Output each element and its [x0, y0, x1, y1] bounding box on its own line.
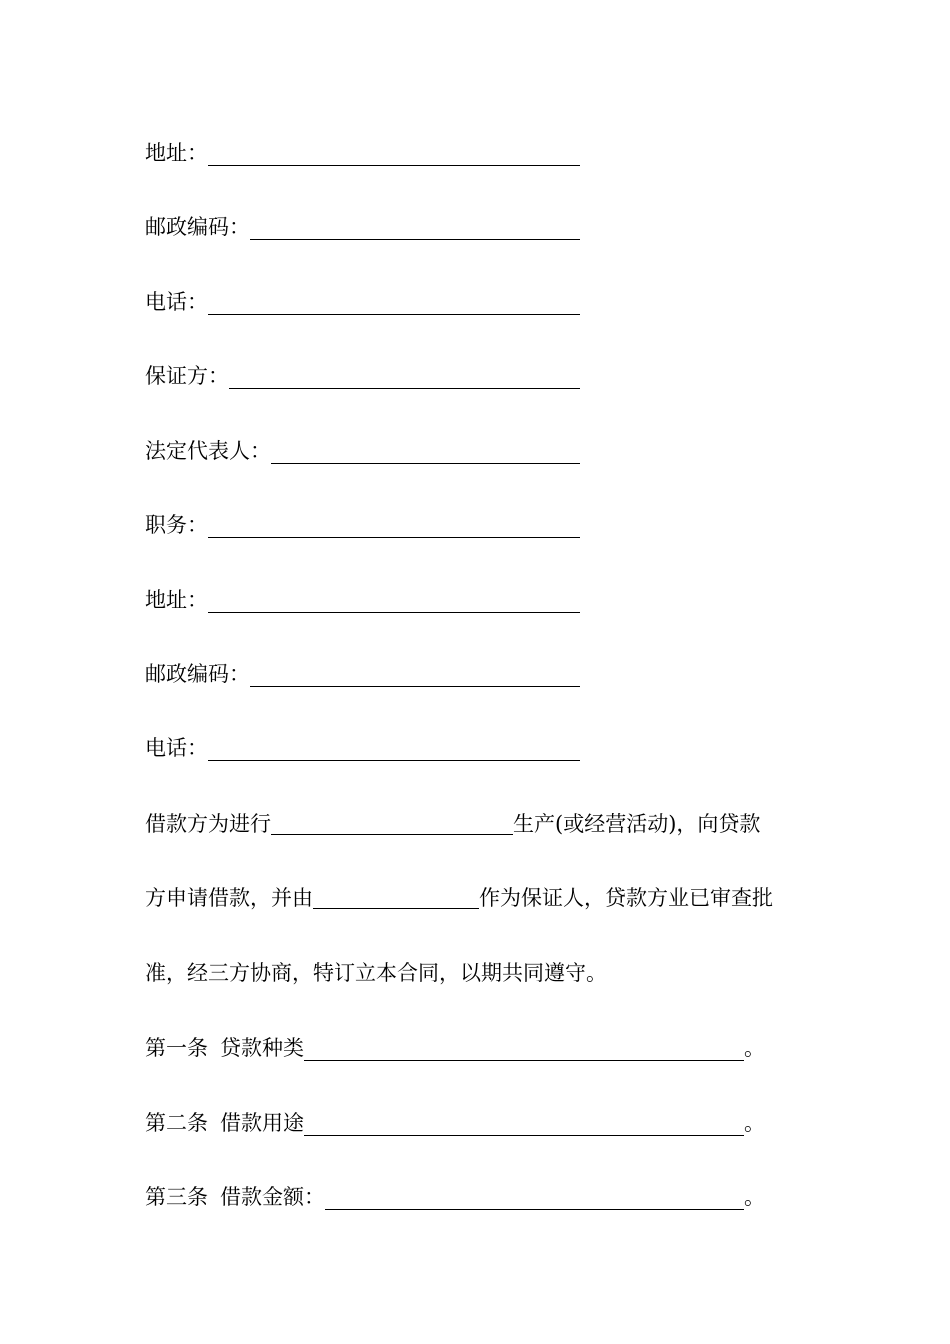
address-blank[interactable]	[208, 592, 580, 613]
position-label: 职务：	[145, 513, 208, 537]
loan-amount-blank[interactable]	[325, 1189, 744, 1210]
postcode-field-1	[145, 212, 580, 242]
phone-label: 电话：	[145, 736, 208, 760]
article-end: 。	[744, 1111, 765, 1135]
address-field-2	[145, 585, 580, 615]
article-title: 借款用途	[220, 1111, 304, 1135]
address-blank[interactable]	[208, 145, 580, 166]
postcode-field-2	[145, 659, 580, 689]
position-blank[interactable]	[208, 517, 580, 538]
preamble-line-2	[145, 883, 815, 913]
address-label: 地址：	[145, 588, 208, 612]
guarantor-label: 保证方：	[145, 364, 229, 388]
address-label: 地址：	[145, 141, 208, 165]
legal-rep-blank[interactable]	[271, 443, 580, 464]
legal-rep-field	[145, 436, 580, 466]
position-field	[145, 510, 580, 540]
phone-field-2	[145, 733, 580, 763]
article-end: 。	[744, 1036, 765, 1060]
preamble-text: 借款方为进行	[145, 812, 271, 836]
preamble-line-1	[145, 809, 815, 839]
business-blank[interactable]	[271, 814, 513, 835]
guarantor-blank[interactable]	[229, 368, 580, 389]
phone-blank[interactable]	[208, 294, 580, 315]
phone-field-1	[145, 287, 580, 317]
guarantor-field	[145, 361, 580, 391]
preamble-text: 作为保证人，贷款方业已审查批	[479, 886, 773, 910]
preamble-text: 准，经三方协商，特订立本合同，以期共同遵守。	[145, 961, 607, 985]
address-field-1	[145, 138, 580, 168]
article-number: 第二条	[145, 1111, 208, 1135]
article-number: 第一条	[145, 1036, 208, 1060]
preamble-line-3	[145, 958, 815, 988]
article-number: 第三条	[145, 1185, 208, 1209]
article-end: 。	[744, 1185, 765, 1209]
legal-rep-label: 法定代表人：	[145, 439, 271, 463]
article-title: 借款金额：	[220, 1185, 325, 1209]
postcode-label: 邮政编码：	[145, 662, 250, 686]
loan-purpose-blank[interactable]	[304, 1115, 744, 1136]
preamble-text: 生产(或经营活动)，向贷款	[513, 812, 761, 836]
guarantor-name-blank[interactable]	[313, 888, 479, 909]
loan-type-blank[interactable]	[304, 1040, 744, 1061]
article-2	[145, 1108, 765, 1138]
preamble-text: 方申请借款，并由	[145, 886, 313, 910]
article-1	[145, 1033, 765, 1063]
article-3	[145, 1182, 765, 1212]
phone-label: 电话：	[145, 290, 208, 314]
postcode-blank[interactable]	[250, 219, 580, 240]
phone-blank[interactable]	[208, 740, 580, 761]
article-title: 贷款种类	[220, 1036, 304, 1060]
postcode-label: 邮政编码：	[145, 215, 250, 239]
postcode-blank[interactable]	[250, 666, 580, 687]
